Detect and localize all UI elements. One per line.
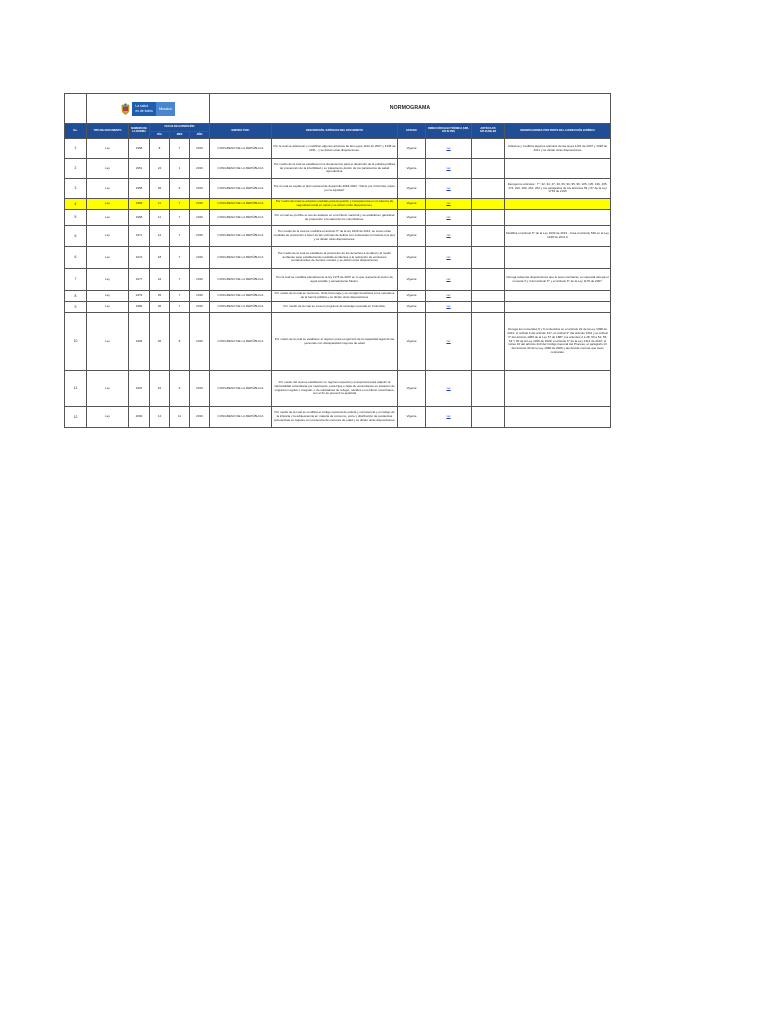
row-tipo: Ley xyxy=(87,407,129,428)
row-estado: Vigente xyxy=(398,159,426,179)
row-estado: Vigente xyxy=(398,302,426,313)
row-url xyxy=(426,269,472,291)
row-numero: 1971 xyxy=(129,226,150,247)
row-url xyxy=(426,139,472,159)
row-estado: Vigente xyxy=(398,269,426,291)
row-estado: Vigente xyxy=(398,407,426,428)
row-emitido: CONGRESO DE LA REPÚBLICA xyxy=(210,226,272,247)
row-descripcion: Por el cual se expide el plan nacional de desarrollo 2018-2022. "Pacto por Colombia, pacto por la equidad" xyxy=(272,179,398,199)
table-row xyxy=(65,226,611,247)
row-url xyxy=(426,313,472,371)
row-number: 6 xyxy=(65,226,87,247)
row-descripcion: Por medio de la cual se modifica el artículo 5° de la ley 1639 de 2013, se crean otras medidas de protección a favor de las víctimas de delitos con sustancias corrosivas a la piel; y se dictan otras disposiciones. xyxy=(272,226,398,247)
document-link[interactable]: ver xyxy=(446,293,451,298)
row-tipo: Ley xyxy=(87,199,129,210)
row-mes: 7 xyxy=(170,269,190,291)
row-dia: 25 xyxy=(150,179,170,199)
row-mes: 11 xyxy=(170,407,190,428)
row-descripcion: Por la cual se adicionan y modifican algunos artículos de las Leyes 1122 de 2007 y 1438 de 2011 , y se dictan otras disposiciones. xyxy=(272,139,398,159)
row-emitido: CONGRESO DE LA REPÚBLICA xyxy=(210,407,272,428)
row-dia: 12 xyxy=(150,226,170,247)
row-observaciones xyxy=(505,302,611,313)
row-descripcion: Por medio de la cual se establece la protección de los derechos a la salud y al medio ambiente sano estableciendo medidas tendientes a la reducción de emisiones contaminantes de fuentes móviles y se dictan otras disposiciones xyxy=(272,247,398,269)
document-link[interactable]: ver xyxy=(446,145,451,150)
table-row xyxy=(65,139,611,159)
row-url xyxy=(426,210,472,226)
row-tipo: Ley xyxy=(87,226,129,247)
row-mes: 7 xyxy=(170,139,190,159)
coat-of-arms-icon xyxy=(121,103,130,115)
row-emitido: CONGRESO DE LA REPÚBLICA xyxy=(210,247,272,269)
row-observaciones xyxy=(505,210,611,226)
row-tipo: Ley xyxy=(87,139,129,159)
table-row xyxy=(65,269,611,291)
row-numero: 1980 xyxy=(129,302,150,313)
row-articulos xyxy=(472,199,505,210)
row-numero: 1972 xyxy=(129,247,150,269)
row-numero: 2000 xyxy=(129,407,150,428)
col-estado: ESTADO xyxy=(398,124,426,139)
row-estado: Vigente xyxy=(398,247,426,269)
document-link[interactable]: ver xyxy=(446,233,451,238)
row-emitido: CONGRESO DE LA REPÚBLICA xyxy=(210,291,272,302)
row-number: 10 xyxy=(65,313,87,371)
row-url xyxy=(426,302,472,313)
table-row xyxy=(65,199,611,210)
row-dia: 14 xyxy=(150,407,170,428)
col-dia: DÍA xyxy=(150,132,170,139)
row-descripcion: Por medio del cual se adoptan medidas para la gestión y transparencia en el sistema de seguridad social en salud y se dictan otras disposiciones. xyxy=(272,199,398,210)
col-observaciones: OBSERVACIONES POR PARTE DE LA DIRECCIÓN JURÍDICA xyxy=(505,124,611,139)
row-descripcion: Por medio de la cual se establecen los lineamientos para el desarrollo de la política pública de prevención de la infertilidad y su tratamiento dentro de los parámetros de salud reproductiva. xyxy=(272,159,398,179)
row-tipo: Ley xyxy=(87,210,129,226)
table-row xyxy=(65,247,611,269)
row-url xyxy=(426,407,472,428)
row-emitido: CONGRESO DE LA REPÚBLICA xyxy=(210,179,272,199)
table-row xyxy=(65,291,611,302)
col-no: No. xyxy=(65,124,87,139)
row-estado: Vigente xyxy=(398,199,426,210)
row-numero: 1996 xyxy=(129,313,150,371)
row-observaciones xyxy=(505,247,611,269)
col-numero: NUMERO DE LA NORMA xyxy=(129,124,150,139)
row-mes: 7 xyxy=(170,210,190,226)
row-anio: 2019 xyxy=(190,139,210,159)
table-row xyxy=(65,179,611,199)
row-emitido: CONGRESO DE LA REPÚBLICA xyxy=(210,210,272,226)
row-number: 2 xyxy=(65,159,87,179)
row-number: 6 xyxy=(65,247,87,269)
row-mes: 1 xyxy=(170,159,190,179)
document-link[interactable]: ver xyxy=(446,414,451,419)
row-emitido: CONGRESO DE LA REPÚBLICA xyxy=(210,199,272,210)
row-emitido: CONGRESO DE LA REPÚBLICA xyxy=(210,313,272,371)
row-numero: 1979 xyxy=(129,291,150,302)
row-descripcion: Por medio de la cual se crea el programa de tamizaje neonatal en Colombia. xyxy=(272,302,398,313)
row-observaciones: Deroga todas las disposiciones que le sean contrarias, en especial deroga el numeral 3 y 4 del artículo 5° y el artículo 6° de la Ley 1176 de 2007. xyxy=(505,269,611,291)
table-row xyxy=(65,302,611,313)
row-observaciones: Deroga los numerales 5 y 6 contenidos en el artículo 22 de la Ley 1098 de 2013; el ordinal 3 del artículo 127, el ordinal 2° del artículo 1061 y el ordinal 3° del artículo 1068 de la Ley 57 de 1887; los artículos 2 a 48, 50 a 52, 55, 64 Y 90 de la Ley 1306 de 2009; el artículo 6° de la Ley 1412 de 2010; el inciso 10 del artículo 210 del Código General del Proceso; el parágrafo 13 del artículo 30 de la Ley 1098 de 2006 y las demás normas que sean contrarias. xyxy=(505,313,611,371)
row-descripcion: Por el cual se prohíbe el uso de asbesto en el territorio nacional y se establecen garantías de protección a la salud de los colombianos. xyxy=(272,210,398,226)
document-link[interactable]: ver xyxy=(446,214,451,219)
col-direccion: DIRECCIÓN ELECTRÓNICA (URL EN SI-PM) xyxy=(426,124,472,139)
row-mes: 7 xyxy=(170,291,190,302)
row-anio: 2019 xyxy=(190,313,210,371)
row-observaciones xyxy=(505,407,611,428)
row-url xyxy=(426,226,472,247)
row-mes: 7 xyxy=(170,199,190,210)
row-dia: 26 xyxy=(150,313,170,371)
table-row xyxy=(65,371,611,407)
document-link[interactable]: ver xyxy=(446,304,451,309)
row-estado: Vigente xyxy=(398,313,426,371)
row-number: 5 xyxy=(65,210,87,226)
row-numero: 1955 xyxy=(129,179,150,199)
row-url xyxy=(426,371,472,407)
row-observaciones: Adiciona y modifica algunos artículos de las leyes 1122 de 2007 y 1438 de 2011 y se dictan otras disposiciones xyxy=(505,139,611,159)
row-observaciones xyxy=(505,291,611,302)
row-dia: 8 xyxy=(150,139,170,159)
row-estado: Vigente xyxy=(398,139,426,159)
row-number: 7 xyxy=(65,269,87,291)
row-dia: 26 xyxy=(150,302,170,313)
row-anio: 2019 xyxy=(190,226,210,247)
row-number: 9 xyxy=(65,302,87,313)
table-body xyxy=(65,139,611,428)
row-articulos xyxy=(472,291,505,302)
row-descripcion: Por medio de la cual se establece el régimen para el ejercicio de la capacidad legal de las personas con discapacidad mayores de edad xyxy=(272,313,398,371)
row-estado: Vigente xyxy=(398,226,426,247)
normograma-table xyxy=(64,93,611,428)
col-mes: MES xyxy=(170,132,190,139)
row-tipo: Ley xyxy=(87,313,129,371)
row-mes: 9 xyxy=(170,371,190,407)
row-dia: 24 xyxy=(150,269,170,291)
row-emitido: CONGRESO DE LA REPÚBLICA xyxy=(210,159,272,179)
row-descripcion: Por medio de la cual se reconoce, rinde homenaje y se otorgan beneficios a los veteranos de la fuerza pública y se dictan otras disposiciones xyxy=(272,291,398,302)
row-tipo: Ley xyxy=(87,159,129,179)
row-numero: 1951 xyxy=(129,159,150,179)
row-mes: 7 xyxy=(170,226,190,247)
row-numero: 1997 xyxy=(129,371,150,407)
row-tipo: Ley xyxy=(87,371,129,407)
row-observaciones xyxy=(505,371,611,407)
col-tipo: TIPO DE DOCUMENTO xyxy=(87,124,129,139)
row-observaciones xyxy=(505,199,611,210)
row-mes: 8 xyxy=(170,313,190,371)
row-url xyxy=(426,159,472,179)
brand-line-1: La salud xyxy=(135,104,149,109)
row-articulos xyxy=(472,313,505,371)
row-number: 11 xyxy=(65,371,87,407)
row-number: 1 xyxy=(65,139,87,159)
row-number: 8 xyxy=(65,291,87,302)
table-row xyxy=(65,159,611,179)
row-emitido: CONGRESO DE LA REPÚBLICA xyxy=(210,371,272,407)
col-descripcion: DESCRIPCIÓN / EPÍGRAFE DEL DOCUMENTO xyxy=(272,124,398,139)
row-articulos xyxy=(472,139,505,159)
row-numero: 1977 xyxy=(129,269,150,291)
row-articulos xyxy=(472,371,505,407)
document-link[interactable]: ver xyxy=(446,201,451,206)
row-articulos xyxy=(472,302,505,313)
table-row xyxy=(65,407,611,428)
row-articulos xyxy=(472,269,505,291)
row-tipo: Ley xyxy=(87,247,129,269)
row-anio: 2019 xyxy=(190,269,210,291)
row-dia: 11 xyxy=(150,199,170,210)
row-estado: Vigente xyxy=(398,291,426,302)
row-descripcion: Por medio de la cual se modifica el código nacional de policía y convivencia y el código de la infancia y la adolescencia en materia de consumo, porte y distribución de sustancias psicoactivas en lugares con presencia de menores de edad y se dictan otras disposiciones. xyxy=(272,407,398,428)
col-anio: AÑO xyxy=(190,132,210,139)
row-dia: 25 xyxy=(150,291,170,302)
logo-cell xyxy=(87,94,210,124)
document-link[interactable]: ver xyxy=(446,276,451,281)
row-anio: 2019 xyxy=(190,179,210,199)
table-row xyxy=(65,313,611,371)
row-anio: 2019 xyxy=(190,199,210,210)
row-url xyxy=(426,179,472,199)
row-emitido: CONGRESO DE LA REPÚBLICA xyxy=(210,269,272,291)
row-anio: 2019 xyxy=(190,407,210,428)
row-dia: 24 xyxy=(150,159,170,179)
blank-cell xyxy=(65,94,87,124)
row-dia: 16 xyxy=(150,371,170,407)
row-numero: 1968 xyxy=(129,210,150,226)
brand-line-2: es de todos xyxy=(135,108,153,113)
row-anio: 2019 xyxy=(190,159,210,179)
document-link[interactable]: ver xyxy=(446,165,451,170)
row-url xyxy=(426,247,472,269)
row-anio: 2019 xyxy=(190,371,210,407)
row-articulos xyxy=(472,226,505,247)
row-descripcion: Por medio del cual se establecen un régimen especial y excepcional para adquirir la nacionalidad colombiana por nacimiento, para hijos e hijas de venezolanos en situación de migración regular o irregular, o de solicitantes de refugio, nacidos en territorio colombiano, con el fin de prevenir la apatridia xyxy=(272,371,398,407)
table-row xyxy=(65,210,611,226)
row-url xyxy=(426,199,472,210)
row-tipo: Ley xyxy=(87,302,129,313)
row-mes: 7 xyxy=(170,247,190,269)
row-articulos xyxy=(472,210,505,226)
col-emitido: EMITIDO POR: xyxy=(210,124,272,139)
row-mes: 7 xyxy=(170,302,190,313)
row-anio: 2019 xyxy=(190,302,210,313)
page-title: NORMOGRAMA xyxy=(210,94,611,124)
row-estado: Vigente xyxy=(398,179,426,199)
row-estado: Vigente xyxy=(398,210,426,226)
column-header-row xyxy=(65,124,611,132)
row-emitido: CONGRESO DE LA REPÚBLICA xyxy=(210,139,272,159)
row-articulos xyxy=(472,247,505,269)
row-dia: 11 xyxy=(150,210,170,226)
row-number: 4 xyxy=(65,199,87,210)
row-estado: Vigente xyxy=(398,371,426,407)
row-anio: 2019 xyxy=(190,247,210,269)
row-number: 3 xyxy=(65,179,87,199)
row-number: 12 xyxy=(65,407,87,428)
row-observaciones xyxy=(505,159,611,179)
row-anio: 2019 xyxy=(190,210,210,226)
document-link[interactable]: ver xyxy=(446,385,451,390)
row-tipo: Ley xyxy=(87,291,129,302)
header-row xyxy=(65,94,611,124)
row-articulos xyxy=(472,179,505,199)
row-anio: 2019 xyxy=(190,291,210,302)
row-mes: 5 xyxy=(170,179,190,199)
row-observaciones: Deroga los artículos : 7°, 32, 34, 47, 49, 66, 90, 95, 96, 105, 135, 136, 165, 176, 222, 259, 261, 264 y los parágrafos de los artículos 59 y 67 de la Ley 1753 de 2015 xyxy=(505,179,611,199)
document-link[interactable]: ver xyxy=(446,185,451,190)
row-dia: 18 xyxy=(150,247,170,269)
row-tipo: Ley xyxy=(87,179,129,199)
row-numero: 1968 xyxy=(129,139,150,159)
row-emitido: CONGRESO DE LA REPÚBLICA xyxy=(210,302,272,313)
brand-side: Minsalud xyxy=(156,102,175,116)
row-url xyxy=(426,291,472,302)
row-descripcion: Por la cual se modifica parcialmente la ley 1176 de 2007 en lo que respecta al sector de agua potable y saneamiento básico. xyxy=(272,269,398,291)
col-articulos: ARTÍCULOS APLICABLES xyxy=(472,124,505,139)
row-tipo: Ley xyxy=(87,269,129,291)
row-numero: 1966 xyxy=(129,199,150,210)
row-articulos xyxy=(472,407,505,428)
document-link[interactable]: ver xyxy=(446,254,451,259)
row-articulos xyxy=(472,159,505,179)
row-observaciones: Modifica el artículo 5° de la Ley 1639 de 2013 - Crea el artículo 536 en la Ley 1438 de 2011 A xyxy=(505,226,611,247)
minsalud-logo xyxy=(132,102,174,116)
document-link[interactable]: ver xyxy=(446,338,451,343)
normograma-sheet xyxy=(64,93,610,428)
col-fecha: FECHA DE EXPEDICIÓN xyxy=(150,124,210,132)
